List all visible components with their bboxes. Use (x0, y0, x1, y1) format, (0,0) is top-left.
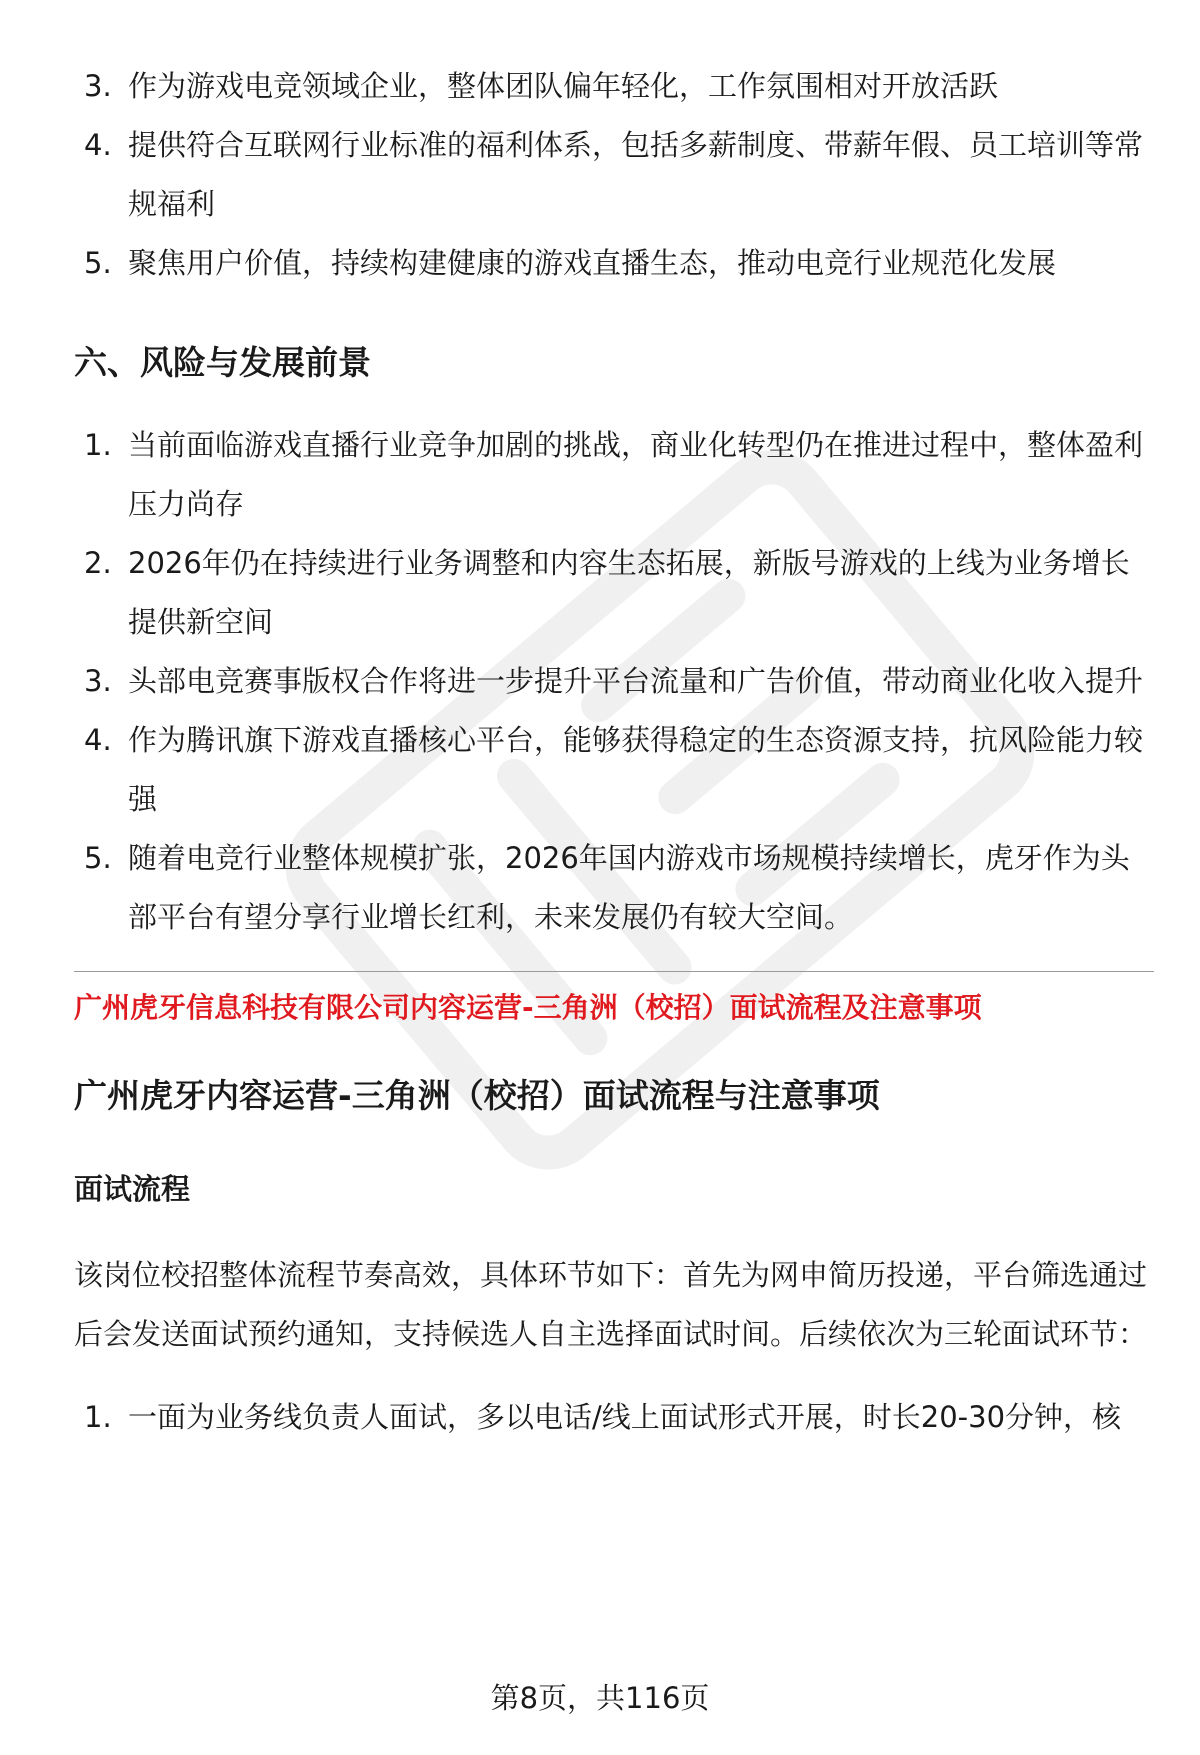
list-item: 2. 2026年仍在持续进行业务调整和内容生态拓展，新版号游戏的上线为业务增长提供新空间 (84, 546, 1130, 639)
list-item: 4. 提供符合互联网行业标准的福利体系，包括多薪制度、带薪年假、员工培训等常规福利 (84, 128, 1144, 221)
red-title: 广州虎牙信息科技有限公司内容运营-三角洲（校招）面试流程及注意事项 (74, 991, 982, 1024)
list-item: 3. 头部电竞赛事版权合作将进一步提升平台流量和广告价值，带动商业化收入提升 (84, 664, 1144, 698)
page-number: 第8页，共116页 (490, 1681, 710, 1715)
intro-paragraph: 该岗位校招整体流程节奏高效，具体环节如下：首先为网申简历投递，平台筛选通过后会发送面试预约通知，支持候选人自主选择面试时间。后续依次为三轮面试环节： (74, 1258, 1148, 1351)
top-list (74, 57, 1154, 293)
risk-list (74, 416, 1154, 947)
content-area (74, 62, 1154, 1447)
sub-heading: 面试流程 (74, 1172, 191, 1206)
section-heading: 六、风险与发展前景 (74, 343, 371, 382)
list-item: 5. 随着电竞行业整体规模扩张，2026年国内游戏市场规模持续增长，虎牙作为头部平台有望分享行业增长红利，未来发展仍有较大空间。 (84, 841, 1130, 934)
list-item: 1. 一面为业务线负责人面试，多以电话/线上面试形式开展，时长20-30分钟，核 (84, 1400, 1122, 1434)
page-title: 广州虎牙内容运营-三角洲（校招）面试流程与注意事项 (74, 1076, 880, 1115)
list-item: 3. 作为游戏电竞领域企业，整体团队偏年轻化，工作氛围相对开放活跃 (84, 69, 999, 103)
list-item: 5. 聚焦用户价值，持续构建健康的游戏直播生态，推动电竞行业规范化发展 (84, 246, 1057, 280)
divider (74, 971, 1154, 972)
list-item: 4. 作为腾讯旗下游戏直播核心平台，能够获得稳定的生态资源支持，抗风险能力较强 (84, 723, 1144, 816)
list-item: 1. 当前面临游戏直播行业竞争加剧的挑战，商业化转型仍在推进过程中，整体盈利压力尚存 (84, 428, 1144, 521)
interview-list (74, 1388, 1154, 1447)
